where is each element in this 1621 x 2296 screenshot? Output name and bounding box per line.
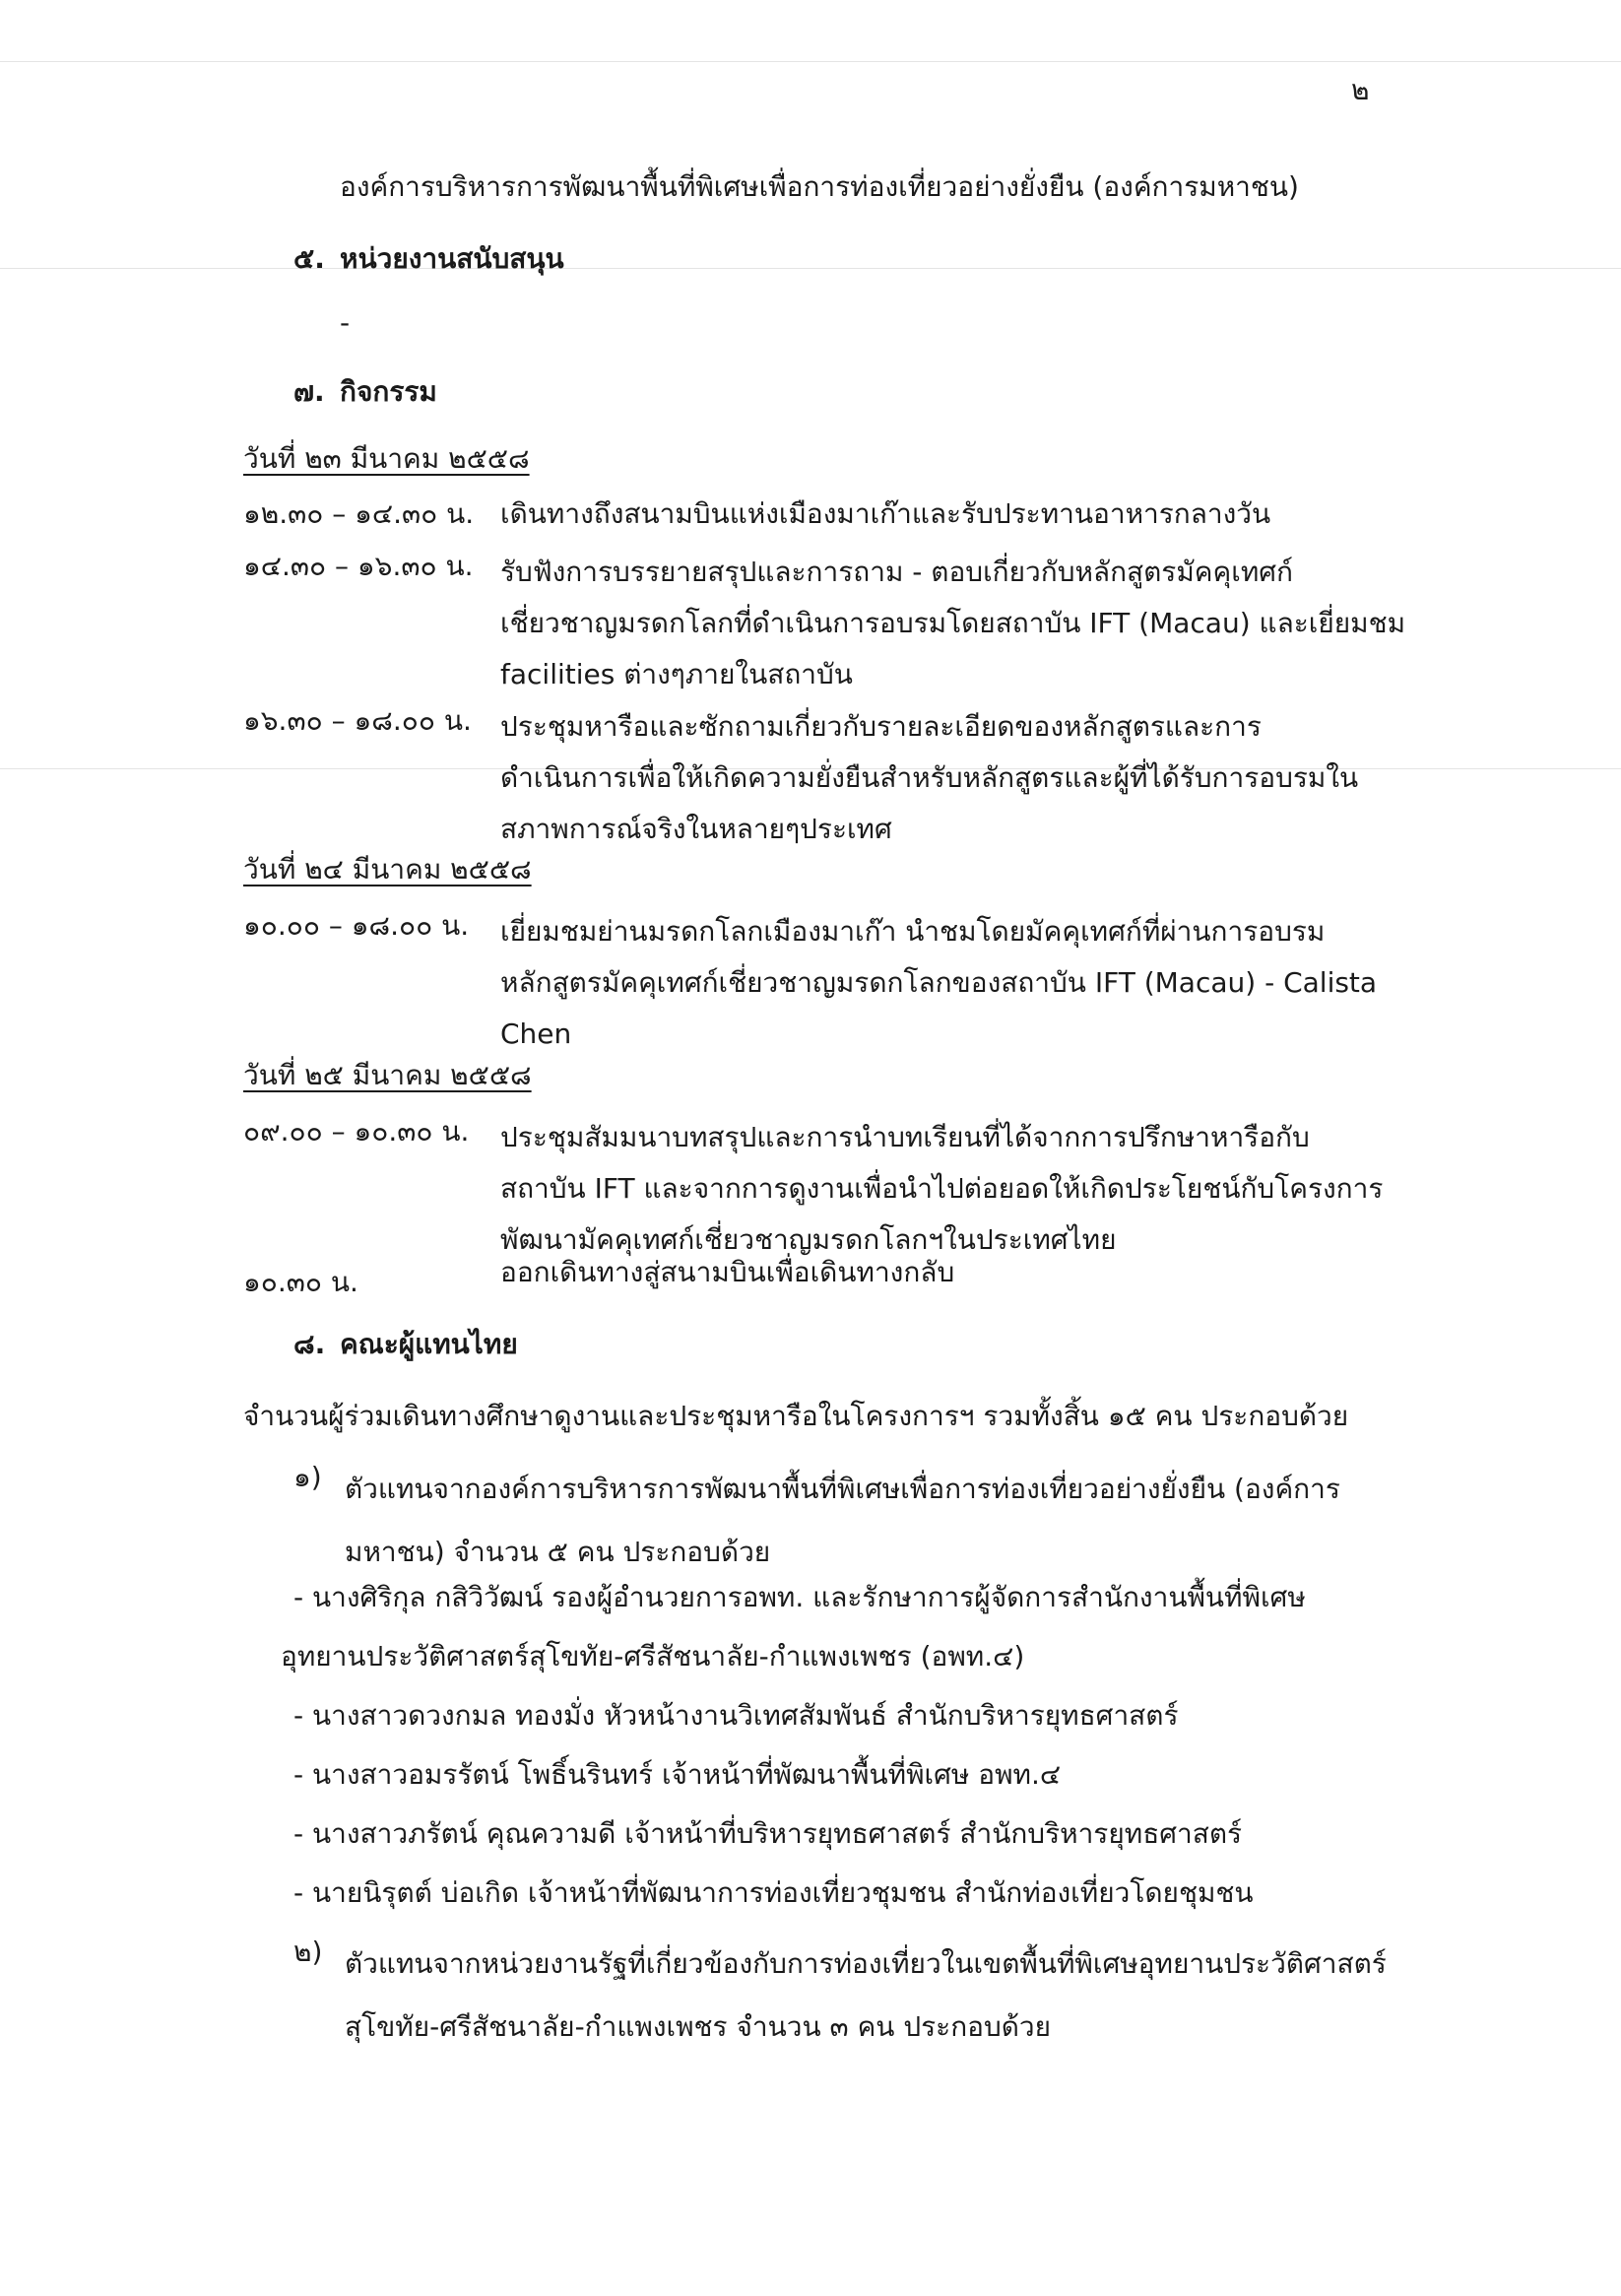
section-5-content: - (340, 306, 351, 339)
schedule-description (500, 1112, 1383, 1266)
description-line: พัฒนามัคคุเทศก์เชี่ยวชาญมรดกโลกฯในประเทศไทย (500, 1223, 1117, 1256)
section-5-number: ๕. (293, 242, 325, 275)
group-2-label: ๒) (293, 1935, 323, 1968)
schedule-description (500, 547, 1405, 700)
schedule-description (500, 1253, 954, 1291)
description-line: เยี่ยมชมย่านมรดกโลกเมืองมาเก๊า นำชมโดยมัคคุเทศก์ที่ผ่านการอบรม (500, 915, 1326, 948)
description-line: หลักสูตรมัคคุเทศก์เชี่ยวชาญมรดกโลกของสถาบัน IFT (Macau) - Calista (500, 966, 1378, 999)
description-line: ประชุมสัมมนาบทสรุปและการนำบทเรียนที่ได้จากการปรึกษาหารือกับ (500, 1121, 1310, 1153)
group-heading-line: มหาชน) จำนวน ๕ คน ประกอบด้วย (345, 1536, 771, 1568)
section-7-title: กิจกรรม (340, 375, 437, 408)
description-line: เดินทางถึงสนามบินแห่งเมืองมาเก๊าและรับประทานอาหารกลางวัน (500, 497, 1271, 530)
member-line: - นางสาวดวงกมล ทองมั่ง หัวหน้างานวิเทศสัมพันธ์ สำนักบริหารยุทธศาสตร์ (293, 1699, 1179, 1732)
schedule-date-3: วันที่ ๒๕ มีนาคม ๒๕๕๘ (243, 1059, 532, 1091)
group-1-label: ๑) (293, 1461, 322, 1493)
schedule-time: ๑๐.๓๐ น. (243, 1266, 358, 1298)
description-line: facilities ต่างๆภายในสถาบัน (500, 658, 853, 690)
description-line: ดำเนินการเพื่อให้เกิดความยั่งยืนสำหรับหลักสูตรและผู้ที่ได้รับการอบรมใน (500, 761, 1359, 794)
description-line: Chen (500, 1017, 572, 1050)
scan-line (0, 268, 1621, 269)
group-heading-line: ตัวแทนจากองค์การบริหารการพัฒนาพื้นที่พิเศษเพื่อการท่องเที่ยวอย่างยั่งยืน (องค์การ (345, 1473, 1340, 1505)
group-heading-line: ตัวแทนจากหน่วยงานรัฐที่เกี่ยวข้องกับการท่องเที่ยวในเขตพื้นที่พิเศษอุทยานประวัติศาสตร์ (345, 1947, 1387, 1980)
section-8-intro: จำนวนผู้ร่วมเดินทางศึกษาดูงานและประชุมหารือในโครงการฯ รวมทั้งสิ้น ๑๕ คน ประกอบด้วย (243, 1400, 1349, 1432)
member-line: - นางสาวอมรรัตน์ โพธิ์นรินทร์ เจ้าหน้าที่พัฒนาพื้นที่พิเศษ อพท.๔ (293, 1758, 1062, 1791)
section-8-number: ๘. (293, 1328, 326, 1360)
scan-line (0, 61, 1621, 62)
description-line: เชี่ยวชาญมรดกโลกที่ดำเนินการอบรมโดยสถาบัน IFT (Macau) และเยี่ยมชม (500, 607, 1406, 639)
schedule-time: ๑๐.๐๐ – ๑๘.๐๐ น. (243, 909, 470, 942)
schedule-date-2: วันที่ ๒๔ มีนาคม ๒๕๕๘ (243, 853, 532, 886)
description-line: สถาบัน IFT และจากการดูงานเพื่อนำไปต่อยอดให้เกิดประโยชน์กับโครงการ (500, 1172, 1384, 1205)
description-line: ออกเดินทางสู่สนามบินเพื่อเดินทางกลับ (500, 1256, 955, 1288)
description-line: รับฟังการบรรยายสรุปและการถาม - ตอบเกี่ยวกับหลักสูตรมัคคุเทศก์ (500, 556, 1294, 588)
page-number: ๒ (1351, 74, 1370, 106)
schedule-time: ๑๒.๓๐ – ๑๔.๓๐ น. (243, 497, 475, 530)
member-line: - นางสาวภรัตน์ คุณความดี เจ้าหน้าที่บริหารยุทธศาสตร์ สำนักบริหารยุทธศาสตร์ (293, 1817, 1243, 1850)
section-5-title: หน่วยงานสนับสนุน (340, 242, 564, 275)
member-line: - นายนิรุตต์ บ่อเกิด เจ้าหน้าที่พัฒนาการท่องเที่ยวชุมชน สำนักท่องเที่ยวโดยชุมชน (293, 1876, 1254, 1909)
section-7-number: ๗. (293, 375, 325, 408)
schedule-time: ๐๙.๐๐ – ๑๐.๓๐ น. (243, 1115, 470, 1148)
description-line: สภาพการณ์จริงในหลายๆประเทศ (500, 813, 892, 845)
group-1-heading (345, 1458, 1340, 1584)
schedule-date-1: วันที่ ๒๓ มีนาคม ๒๕๕๘ (243, 442, 530, 475)
schedule-time: ๑๔.๓๐ – ๑๖.๓๐ น. (243, 550, 474, 582)
member-line: - นางศิริกุล กสิวิวัฒน์ รองผู้อำนวยการอพท. และรักษาการผู้จัดการสำนักงานพื้นที่พิเศษ (293, 1581, 1306, 1613)
member-line: อุทยานประวัติศาสตร์สุโขทัย-ศรีสัชนาลัย-กำแพงเพชร (อพท.๔) (281, 1640, 1025, 1673)
section-8-title: คณะผู้แทนไทย (340, 1328, 518, 1360)
schedule-description (500, 701, 1358, 855)
schedule-time: ๑๖.๓๐ – ๑๘.๐๐ น. (243, 704, 472, 737)
description-line: ประชุมหารือและซักถามเกี่ยวกับรายละเอียดของหลักสูตรและการ (500, 710, 1262, 743)
group-heading-line: สุโขทัย-ศรีสัชนาลัย-กำแพงเพชร จำนวน ๓ คน ประกอบด้วย (345, 2010, 1052, 2043)
schedule-description (500, 494, 1270, 533)
schedule-description (500, 906, 1377, 1060)
group-2-heading (345, 1933, 1387, 2059)
organization-line: องค์การบริหารการพัฒนาพื้นที่พิเศษเพื่อการท่องเที่ยวอย่างยั่งยืน (องค์การมหาชน) (340, 170, 1299, 203)
